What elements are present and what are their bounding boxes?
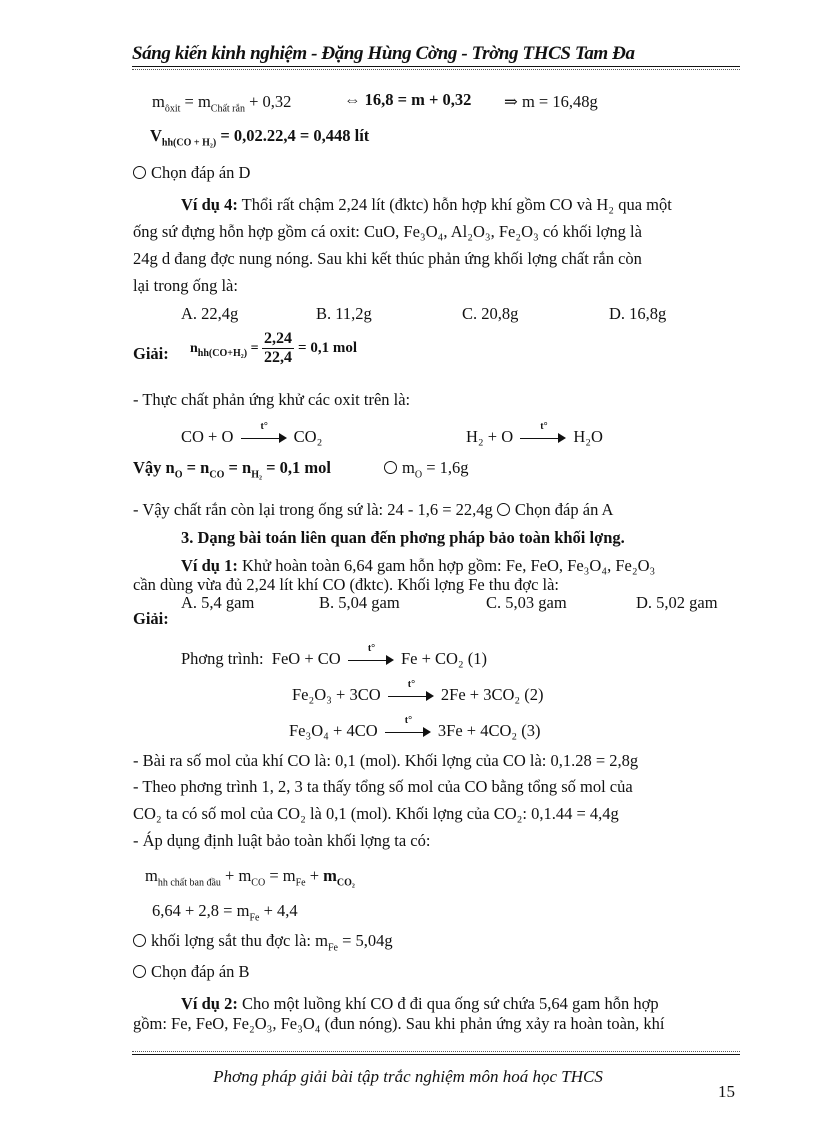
mol-equality: Vậy $n_O = n_{CO} = n_{H_2} = 0,1$ mol (133, 458, 331, 481)
example2-line2: gồm: Fe, FeO, Fe₂O₃, Fe₃O₄ (đun nóng). Sau khi phản ứng xảy ra hoàn toàn, khí (133, 1014, 665, 1033)
circle-bullet-icon (133, 965, 146, 978)
mol-fraction: $n_{hh(CO+H_2)}$ = $\frac{2,24}{22,4}$ = 0,1 mol (190, 330, 358, 366)
reaction-co: CO + O t° CO₂ (181, 421, 323, 446)
answer-d: Chọn đáp án D (133, 163, 250, 183)
arrow-icon: t° (241, 431, 287, 445)
option-c: C. 20,8g (462, 304, 519, 323)
example2-line1: Ví dụ 2: Cho một luồng khí CO đ đi qua ống sứ chứa 5,64 gam hỗn hợp (181, 994, 659, 1013)
arrow-icon: t° (348, 653, 394, 667)
para-conservation: - Áp dụng định luật bảo toàn khối lợng ta có: (133, 831, 431, 850)
option-d: D. 16,8g (609, 304, 667, 323)
equation-2: Fe₂O₃ + 3CO t° 2Fe + 3CO₂ (2) (292, 679, 544, 704)
para-co2-1: - Theo phơng trình 1, 2, 3 ta thấy tổng số mol của CO bằng tổng số mol của (133, 777, 633, 796)
example4-line2: ống sứ đựng hỗn hợp gồm cá oxit: CuO, Fe₃O₄, Al₂O₃, Fe₂O₃ có khối lợng là (133, 222, 642, 241)
arrow-icon: t° (385, 725, 431, 739)
header-rule (132, 66, 740, 67)
page-footer: Phơng pháp giải bài tập trắc nghiệm môn hoá học THCS (213, 1067, 603, 1086)
circle-bullet-icon (384, 461, 397, 474)
circle-bullet-icon (497, 503, 510, 516)
solution-label: Giải: (133, 344, 169, 363)
option-a: A. 22,4g (181, 304, 239, 323)
equation-3: Fe₃O₄ + 4CO t° 3Fe + 4CO₂ (3) (289, 715, 541, 740)
footer-rule (132, 1054, 740, 1055)
ex1-option-a: A. 5,4 gam (181, 593, 255, 612)
eq-volume: $V_{hh(CO + H_2)} = 0,02.22,4 = 0,448$ lít (150, 126, 370, 149)
circle-bullet-icon (133, 166, 146, 179)
ex1-option-c: C. 5,03 gam (486, 593, 567, 612)
page-header: Sáng kiến kinh nghiệm - Đặng Hùng Cờng - Trờng THCS Tam Đa (132, 43, 635, 64)
mass-o: $m_O = 1,6g$ (384, 458, 469, 480)
solution-label-2: Giải: (133, 609, 169, 628)
ex1-option-b: B. 5,04 gam (319, 593, 400, 612)
para-co2-2: CO₂ ta có số mol của CO₂ là 0,1 (mol). Khối lợng của CO₂: 0,1.44 = 4,4g (133, 804, 619, 823)
ex1-option-d: D. 5,02 gam (636, 593, 718, 612)
page-number: 15 (718, 1082, 735, 1101)
eq-result: ⇒ m = 16,48g (504, 92, 598, 111)
conservation-values: $6,64 + 2,8 = m_{Fe} + 4,4$ (152, 901, 298, 924)
option-b: B. 11,2g (316, 304, 372, 323)
remaining-solid: - Vậy chất rắn còn lại trong ống sứ là: 24 - 1,6 = 22,4g Chọn đáp án A (133, 500, 614, 519)
conservation-eq: $m_{hh chất ban đầu} + m_{CO} = m_{Fe} + m_{CO_2}$ (145, 866, 355, 889)
eq-solve: ⇔ 16,8 = m + 0,32 (344, 90, 472, 109)
example4-line4: lại trong ống là: (133, 276, 238, 295)
arrow-icon: t° (520, 431, 566, 445)
section-heading: 3. Dạng bài toán liên quan đến phơng pháp bảo toàn khối lợng. (181, 528, 625, 547)
eq-m-oxit: $m_{ôxit} = m_{Chất rắn} + 0,32$ (152, 92, 292, 115)
circle-bullet-icon (133, 934, 146, 947)
iron-mass: khối lợng sắt thu đợc là: $m_{Fe} = 5,04g$ (133, 931, 393, 953)
answer-b: Chọn đáp án B (133, 962, 250, 982)
example1-line2: cần dùng vừa đủ 2,24 lít khí CO (đktc). Khối lợng Fe thu đợc là: (133, 575, 560, 594)
example4-line1: Ví dụ 4: Thổi rất chậm 2,24 lít (đktc) hỗn hợp khí gồm CO và H₂ qua một (181, 195, 672, 214)
header-rule-dotted (132, 69, 740, 70)
example4-line3: 24g d đang đợc nung nóng. Sau khi kết thúc phản ứng khối lợng chất rắn còn (133, 249, 642, 268)
arrow-icon: t° (388, 689, 434, 703)
footer-rule-dotted (132, 1051, 740, 1052)
para-co-mass: - Bài ra số mol của khí CO là: 0,1 (mol). Khối lợng của CO là: 0,1.28 = 2,8g (133, 751, 639, 770)
reaction-h2: H₂ + O t° H₂O (466, 421, 603, 446)
equation-1: Phơng trình: FeO + CO t° Fe + CO₂ (1) (181, 643, 488, 668)
example1-line1: Ví dụ 1: Khử hoàn toàn 6,64 gam hỗn hợp gồm: Fe, FeO, Fe₃O₄, Fe₂O₃ (181, 556, 656, 575)
reaction-intro: - Thực chất phản ứng khử các oxit trên là: (133, 390, 411, 409)
